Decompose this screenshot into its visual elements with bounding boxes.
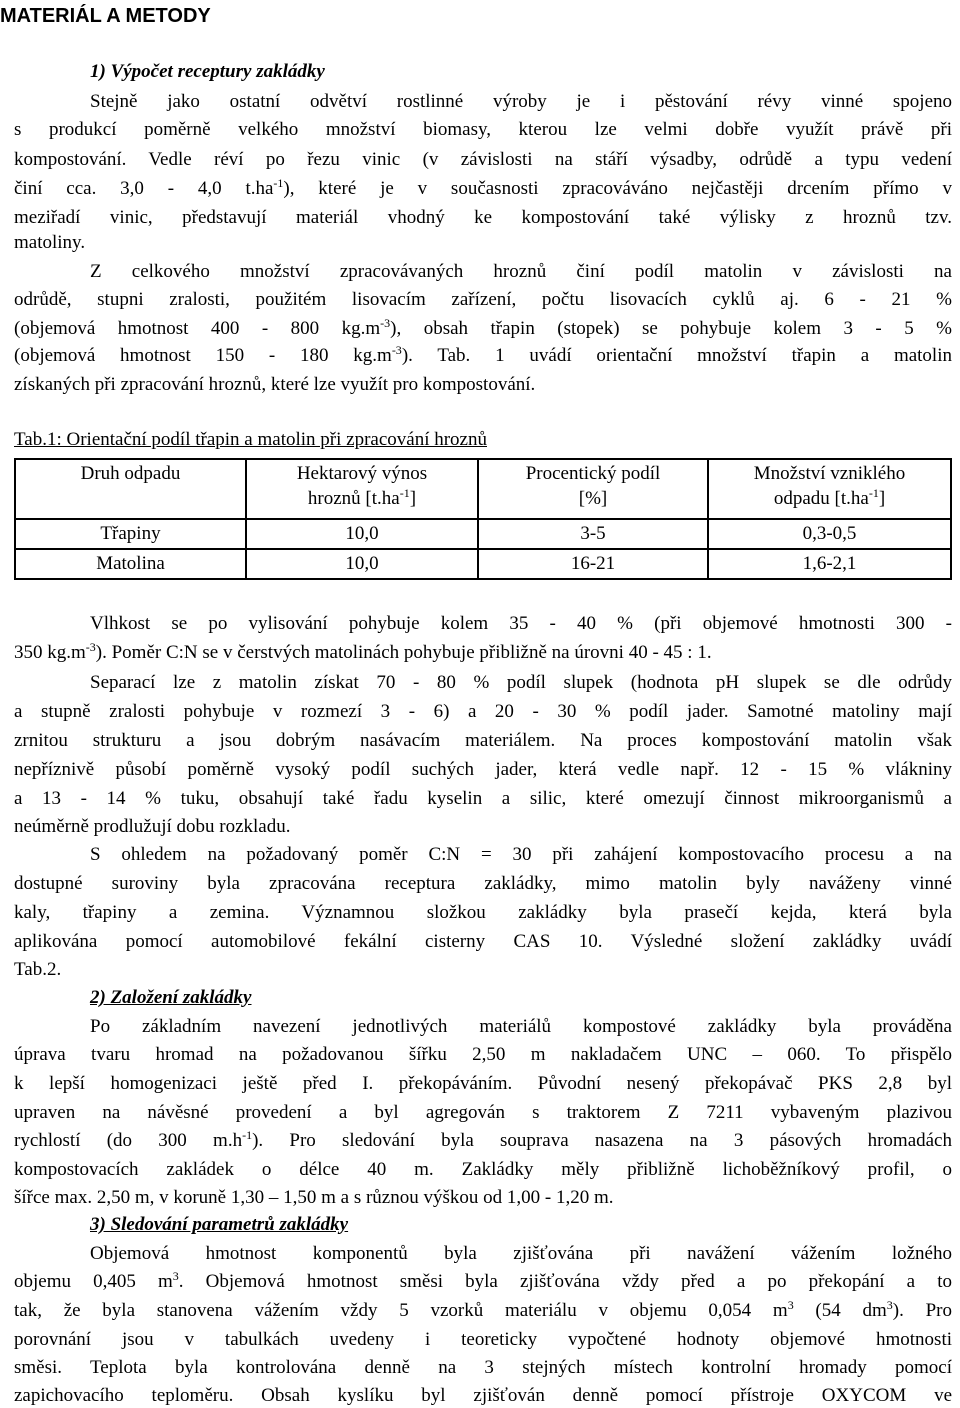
text-line: Tab.2. (14, 959, 62, 980)
table-caption-text: Tab.1: Orientační podíl třapin a matolin při zpracování hroznů (14, 429, 487, 450)
text-line: Po základním navezení jednotlivých materiálů kompostové zakládky byla prováděna (90, 1016, 952, 1037)
table-row (15, 549, 951, 579)
text-line: Stejně jako ostatní odvětví rostlinné výroby je i pěstování révy vinné spojeno (90, 91, 952, 112)
superscript: -1 (242, 1128, 253, 1142)
text-line: aplikována pomocí automobilové fekální cisterny CAS 10. Výsledné složení zakládky uvádí (14, 931, 952, 952)
table-row (15, 519, 951, 549)
table-cell: 1,6-2,1 (708, 549, 951, 579)
text-line: k lepší homogenizaci ještě před I. překopáváním. Původní nesený překopávač PKS 2,8 byl (14, 1073, 952, 1094)
text-line: kompostování. Vedle réví po řezu vinic (v závislosti na stáří výsadby, odrůdě a typu vedení (14, 149, 952, 170)
table-cell: 10,0 (246, 549, 478, 579)
text-line: upraven na návěsné provedení a byl agregován s traktorem Z 7211 vybaveným plazivou (14, 1102, 952, 1123)
data-table (14, 458, 952, 580)
header-text: odpadu [t.ha (773, 488, 869, 509)
header-cell (708, 459, 951, 519)
text-line: získaných při zpracování hroznů, které lze využít pro kompostování. (14, 374, 536, 395)
text-line: zapichovacího teploměru. Obsah kyslíku byl zjišťován denně pomocí přístroje OXYCOM ve (14, 1385, 952, 1406)
text-line: matoliny. (14, 232, 86, 253)
header-cell (15, 459, 246, 519)
text-line: s produkcí poměrně velkého množství biomasy, kterou lze velmi dobře využít právě při (14, 119, 952, 140)
text-line (14, 317, 952, 341)
subsection-title-text: 3) Sledování parametrů zakládky (90, 1214, 349, 1235)
text-line: a 13 - 14 % tuku, obsahují také řadu kyselin a silic, které omezují činnost mikroorganismů a (14, 788, 952, 809)
text-line (14, 1270, 952, 1294)
header-text: Hektarový výnos (296, 463, 428, 484)
text-run: . Objemová hmotnost směsi byla zjišťována vždy před a po překopání a to (178, 1271, 952, 1292)
text-line: odrůdě, stupni zralosti, použitém lisovacím zařízení, počtu lisovacích cyklů aj. 6 - 21 % (14, 289, 952, 310)
header-cell (478, 459, 708, 519)
text-run: (objemová hmotnost 150 - 180 kg.m (14, 345, 392, 366)
text-line: meziřadí vinic, představují materiál vhodný ke kompostování také výlisky z hroznů tzv. (14, 207, 952, 228)
superscript: 3 (886, 1298, 893, 1312)
text-line: Objemová hmotnost komponentů byla zjišťována při navážení vážením ložného (90, 1243, 952, 1264)
superscript: -1 (273, 176, 284, 190)
text-line (14, 344, 952, 368)
header-text: Procentický podíl (525, 463, 661, 484)
text-run: (objemová hmotnost 400 - 800 kg.m (14, 318, 381, 339)
header-text: Druh odpadu (80, 463, 181, 484)
subsection-title-3 (90, 1213, 952, 1237)
text-run: činí cca. 3,0 - 4,0 t.ha (14, 178, 274, 199)
table-cell: 3-5 (478, 519, 708, 549)
table-caption (14, 428, 952, 452)
text-line: zrnitou strukturu a jsou dobrým nasávacím materiálem. Na proces kompostování matolin však (14, 730, 952, 751)
superscript: -3 (380, 316, 391, 330)
text-line (14, 1129, 952, 1153)
text-line: směsi. Teplota byla kontrolována denně na 3 stejných místech kontrolní hromady pomocí (14, 1357, 952, 1378)
text-line: kompostovacích zakládek o délce 40 m. Zakládky měly přibližně lichoběžníkový profil, o (14, 1159, 952, 1180)
subsection-title-text: 2) Založení zakládky (90, 987, 252, 1008)
text-line: kaly, třapiny a zemina. Významnou složkou zakládky byla prasečí kejda, která byla (14, 902, 952, 923)
subsection-title-2 (90, 986, 952, 1010)
table-cell: 10,0 (246, 519, 478, 549)
subsection-title-1: 1) Výpočet receptury zakládky (90, 61, 325, 82)
header-text: Množství vzniklého (753, 463, 906, 484)
text-line (14, 177, 952, 201)
text-line: úprava tvaru hromad na požadovanou šířku 2,50 m nakladačem UNC – 060. To přispělo (14, 1044, 952, 1065)
text-run: ), které je v současnosti zpracováváno nejčastěji drcením přímo v (283, 178, 952, 199)
text-run: tak, že byla stanovena vážením vždy 5 vzorků materiálu v objemu 0,054 m (14, 1300, 788, 1321)
text-line: Separací lze z matolin získat 70 - 80 % podíl slupek (hodnota pH slupek se dle odrůdy (90, 672, 952, 693)
text-run: ). Pro (892, 1300, 952, 1321)
table-header-row (15, 459, 951, 519)
text-line: dostupné suroviny byla zpracována receptura zakládky, mimo matolin byly naváženy vinné (14, 873, 952, 894)
text-line: Vlhkost se po vylisování pohybuje kolem 35 - 40 % (při objemové hmotnosti 300 - (90, 613, 952, 634)
table-cell: Matolina (15, 549, 246, 579)
text-line: nepříznivě působí poměrně vysoký podíl suchých jader, která vedle např. 12 - 15 % vlákniny (14, 759, 952, 780)
text-line: neúměrně prodlužují dobu rozkladu. (14, 816, 291, 837)
text-run: ), obsah třapin (stopek) se pohybuje kolem 3 - 5 % (390, 318, 952, 339)
text-run: ). Poměr C:N se v čerstvých matolinách pohybuje přibližně na úrovni 40 - 45 : 1. (95, 642, 712, 663)
header-text: [%] (578, 488, 608, 509)
table-cell: 0,3-0,5 (708, 519, 951, 549)
superscript: 3 (787, 1298, 794, 1312)
text-run: rychlostí (do 300 m.h (14, 1130, 243, 1151)
superscript: -1 (868, 486, 879, 500)
text-line (14, 1299, 952, 1323)
header-text: hroznů [t.ha (307, 488, 400, 509)
header-text: ] (878, 488, 886, 509)
header-text: ] (409, 488, 417, 509)
text-line: šířce max. 2,50 m, v koruně 1,30 – 1,50 m a s různou výškou od 1,00 - 1,20 m. (14, 1187, 614, 1208)
section-heading: MATERIÁL A METODY (0, 5, 211, 27)
text-run: 350 kg.m (14, 642, 86, 663)
superscript: -1 (399, 486, 410, 500)
text-run: (54 dm (793, 1300, 887, 1321)
superscript: -3 (391, 343, 402, 357)
header-cell (246, 459, 478, 519)
superscript: -3 (85, 640, 96, 654)
text-line: S ohledem na požadovaný poměr C:N = 30 při zahájení kompostovacího procesu a na (90, 844, 952, 865)
text-line: a stupně zralosti pohybuje v rozmezí 3 - 6) a 20 - 30 % podíl jader. Samotné matoliny mají (14, 701, 952, 722)
superscript: 3 (172, 1269, 179, 1283)
text-run: ). Pro sledování byla souprava nasazena na 3 pásových hromadách (252, 1130, 952, 1151)
text-run: ). Tab. 1 uvádí orientační množství třapin a matolin (401, 345, 952, 366)
text-line (14, 641, 952, 665)
table-cell: Třapiny (15, 519, 246, 549)
table-cell: 16-21 (478, 549, 708, 579)
text-line: porovnání jsou v tabulkách uvedeny i teoreticky vypočtené hodnoty objemové hmotnosti (14, 1329, 952, 1350)
text-line: Z celkového množství zpracovávaných hroznů činí podíl matolin v závislosti na (90, 261, 952, 282)
text-run: objemu 0,405 m (14, 1271, 173, 1292)
